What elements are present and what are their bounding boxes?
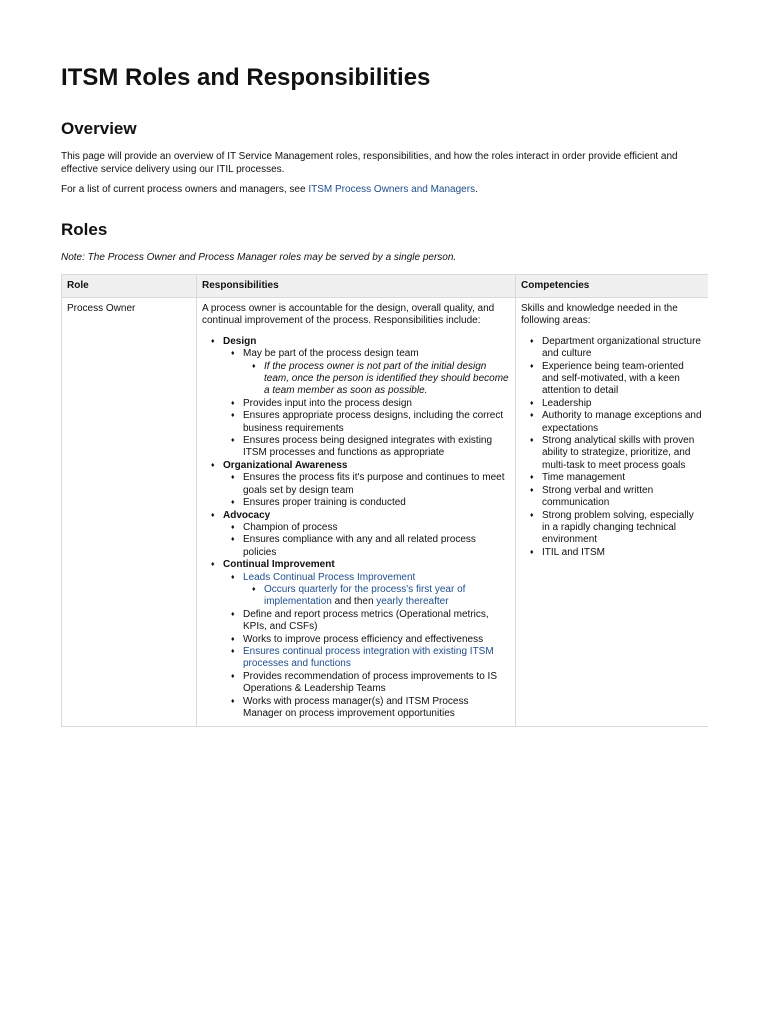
list-item: ♦ Ensures the process fits it's purpose and continues to meet goals set by design team xyxy=(243,472,510,497)
process-owners-paragraph xyxy=(61,184,701,197)
process-owners-suffix: . xyxy=(475,184,478,195)
competencies-list xyxy=(521,336,703,559)
list-item: ♦ Strong problem solving, especially in a rapidly changing technical environment xyxy=(542,510,703,547)
occurs-mid-text: and then xyxy=(331,596,377,608)
cell-responsibilities xyxy=(197,298,516,727)
list-item: ♦ Strong verbal and written communication xyxy=(542,485,703,510)
list-item: ♦ Authority to manage exceptions and expectations xyxy=(542,410,703,435)
list-item-text: May be part of the process design team xyxy=(243,348,419,360)
list-item xyxy=(243,348,510,398)
table-row xyxy=(62,298,709,727)
list-item: ♦ Time management xyxy=(542,472,703,484)
list-item xyxy=(264,584,510,609)
process-owners-link[interactable]: ITSM Process Owners and Managers xyxy=(308,184,476,195)
roles-heading: Roles xyxy=(61,220,108,239)
competencies-intro: Skills and knowledge needed in the following areas: xyxy=(521,303,678,327)
header-responsibilities: Responsibilities xyxy=(197,275,516,298)
list-item: ♦ Strong analytical skills with proven ability to strategize, prioritize, and multi-task to meet process goals xyxy=(542,435,703,472)
improvement-label: Continual Improvement xyxy=(223,559,335,571)
cell-role: Process Owner xyxy=(62,298,197,727)
roles-note: Note: The Process Owner and Process Manager roles may be served by a single person. xyxy=(61,252,457,263)
header-competencies: Competencies xyxy=(516,275,709,298)
advocacy-label: Advocacy xyxy=(223,509,271,521)
design-label: Design xyxy=(223,335,257,347)
list-item xyxy=(223,510,510,560)
process-integration-link[interactable]: Ensures continual process integration with existing ITSM processes and functions xyxy=(243,645,494,670)
list-item xyxy=(243,572,510,609)
list-item xyxy=(243,646,510,671)
list-item xyxy=(223,460,510,510)
process-owners-prefix: For a list of current process owners and managers, see xyxy=(61,184,309,195)
list-item: ♦ Ensures process being designed integrates with existing ITSM processes and functions as appropriate xyxy=(243,435,510,460)
overview-heading: Overview xyxy=(61,119,137,138)
list-item: ♦ Champion of process xyxy=(243,522,510,534)
responsibilities-list xyxy=(202,336,510,721)
list-item: ♦ Works to improve process efficiency and effectiveness xyxy=(243,634,510,646)
list-item: ♦ If the process owner is not part of the initial design team, once the person is identified they should become a team member as soon as possible. xyxy=(264,361,510,398)
list-item: ♦ Leadership xyxy=(542,398,703,410)
roles-table xyxy=(61,274,708,727)
list-item xyxy=(223,336,510,460)
yearly-thereafter-link[interactable]: yearly thereafter xyxy=(376,596,449,608)
list-item: ♦ Ensures compliance with any and all related process policies xyxy=(243,534,510,559)
list-item: ♦ Works with process manager(s) and ITSM Process Manager on process improvement opportunities xyxy=(243,696,510,721)
list-item: ♦ Department organizational structure and culture xyxy=(542,336,703,361)
occurs-quarterly-link[interactable]: Occurs quarterly for the process's first year of implementation xyxy=(264,583,466,608)
list-item: ♦ Ensures proper training is conducted xyxy=(243,497,510,509)
header-role: Role xyxy=(62,275,197,298)
responsibilities-intro: A process owner is accountable for the design, overall quality, and continual improvement of the process. Responsibilities include: xyxy=(202,303,495,327)
list-item: ♦ Ensures appropriate process designs, including the correct business requirements xyxy=(243,410,510,435)
list-item: ♦ Provides input into the process design xyxy=(243,398,510,410)
list-item: ♦ Define and report process metrics (Operational metrics, KPIs, and CSFs) xyxy=(243,609,510,634)
page-title: ITSM Roles and Responsibilities xyxy=(61,64,431,91)
overview-paragraph: This page will provide an overview of IT Service Management roles, responsibilities, and how the roles interact in order provide efficient and effective service delivery using our ITIL processes. xyxy=(61,151,678,175)
cell-competencies xyxy=(516,298,709,727)
list-item xyxy=(223,559,510,720)
list-item: ♦ Provides recommendation of process improvements to IS Operations & Leadership Teams xyxy=(243,671,510,696)
awareness-label: Organizational Awareness xyxy=(223,459,348,471)
list-item: ♦ Experience being team-oriented and self-motivated, with a keen attention to detail xyxy=(542,361,703,398)
leads-improvement-link[interactable]: Leads Continual Process Improvement xyxy=(243,571,416,583)
table-header-row xyxy=(62,275,709,298)
list-item: ♦ ITIL and ITSM xyxy=(542,547,703,559)
